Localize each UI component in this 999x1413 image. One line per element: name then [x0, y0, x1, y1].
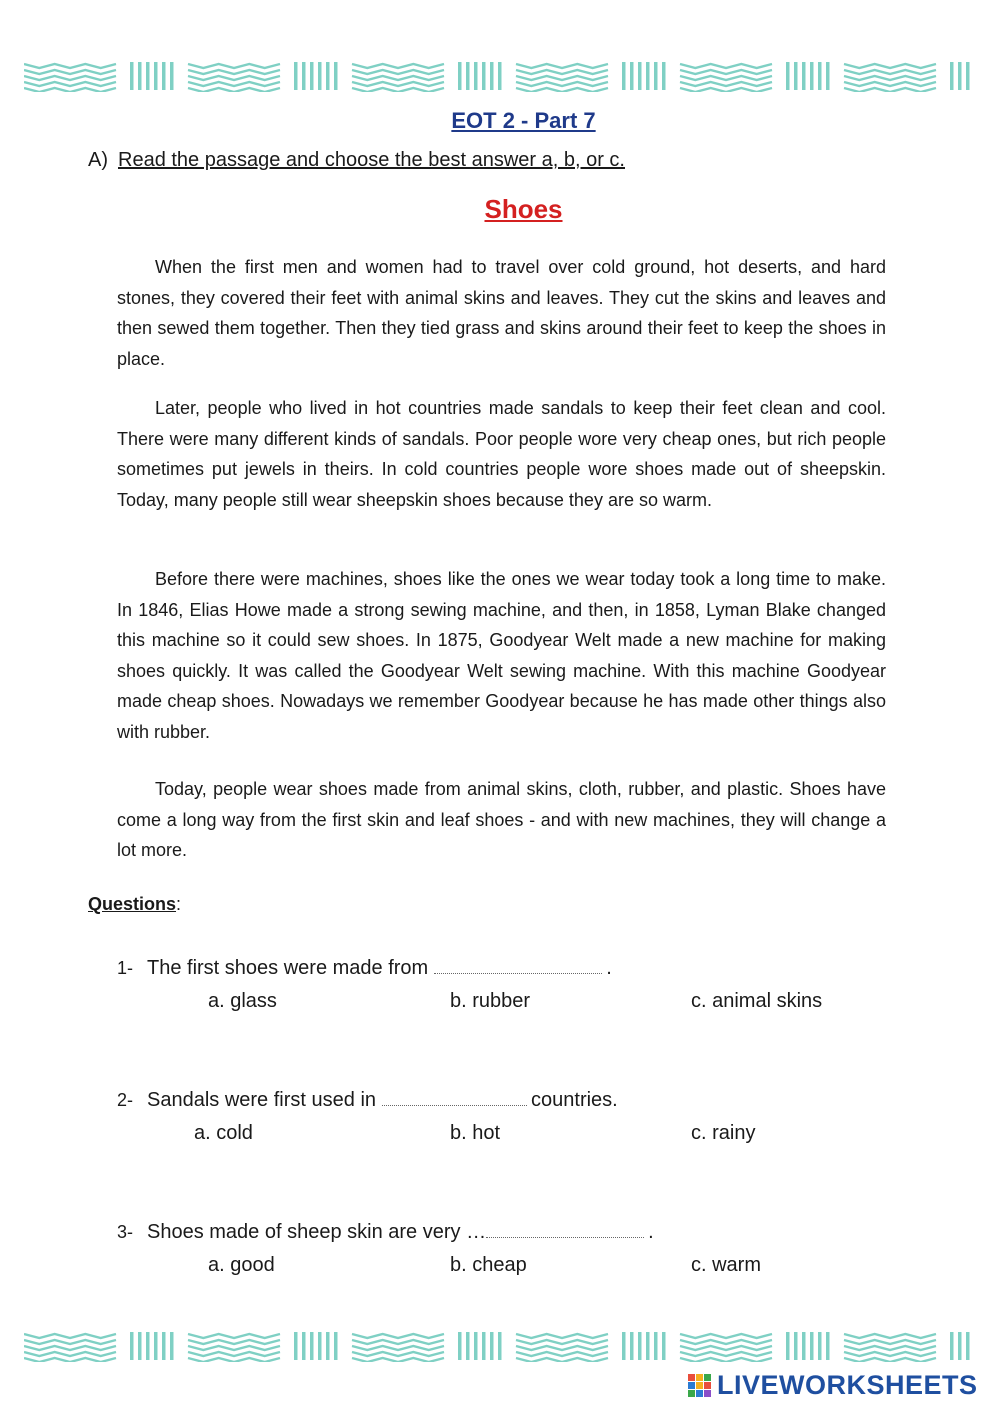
instruction-label: A)	[88, 149, 108, 171]
option-c[interactable]: c. warm	[691, 1254, 761, 1276]
decorative-border-bottom	[24, 1330, 974, 1362]
question-number: 1-	[117, 958, 134, 978]
option-a[interactable]: a. cold	[194, 1122, 253, 1144]
liveworksheets-logo[interactable]	[688, 1370, 978, 1401]
decorative-border-top	[24, 60, 974, 92]
option-b[interactable]: b. cheap	[450, 1254, 527, 1276]
answer-blank[interactable]	[486, 1237, 644, 1238]
questions-heading	[88, 894, 181, 915]
option-b[interactable]: b. rubber	[450, 990, 531, 1012]
questions-heading-text: Questions	[88, 894, 177, 914]
question-text-end: countries.	[531, 1089, 618, 1111]
option-a[interactable]: a. good	[208, 1254, 275, 1276]
passage-paragraph-3: Before there were machines, shoes like the ones we wear today took a long time to make. In 1846, Elias Howe made a strong sewing machine, and then, in 1858, Lyman Blake changed this machine so it could sew shoes. In 1875, Goodyear Welt made a new machine for making shoes quickly. It was called the Goodyear Welt sewing machine. With this machine Goodyear made cheap shoes. Nowadays we remember Goodyear because he has made other things also with rubber.	[117, 569, 886, 742]
answer-blank[interactable]	[382, 1105, 527, 1106]
question-text: The first shoes were made from	[147, 957, 429, 979]
answer-blank[interactable]	[434, 973, 602, 974]
question-text-end: .	[648, 1221, 654, 1243]
logo-text: LIVEWORKSHEETS	[717, 1370, 978, 1400]
worksheet-title: EOT 2 - Part 7	[451, 108, 596, 133]
question-number: 3-	[117, 1222, 134, 1242]
story-title: Shoes	[484, 194, 563, 224]
passage-paragraph-2: Later, people who lived in hot countries made sandals to keep their feet clean and cool. There were many different kinds of sandals. Poor people wore very cheap ones, but rich people sometimes put jewels in theirs. In cold countries people wore shoes made out of sheepskin. Today, many people still wear sheepskin shoes because they are so warm.	[117, 398, 886, 510]
option-c[interactable]: c. rainy	[691, 1122, 756, 1144]
question-number: 2-	[117, 1090, 134, 1110]
logo-grid-icon	[688, 1374, 711, 1397]
questions-heading-colon: :	[176, 894, 182, 914]
option-c[interactable]: c. animal skins	[691, 990, 823, 1012]
question-1	[117, 957, 612, 980]
passage-paragraph-4: Today, people wear shoes made from animal skins, cloth, rubber, and plastic. Shoes have come a long way from the first skin and leaf shoes - and with new machines, they will change a lot more.	[117, 779, 886, 860]
option-b[interactable]: b. hot	[450, 1122, 501, 1144]
instruction-text: Read the passage and choose the best answer a, b, or c.	[118, 149, 625, 171]
passage-paragraph-1: When the first men and women had to travel over cold ground, hot deserts, and hard stones, they covered their feet with animal skins and leaves. They cut the skins and leaves and then sewed them together. Then they tied grass and skins around their feet to keep the shoes in place.	[117, 257, 886, 369]
question-text: Shoes made of sheep skin are very …	[147, 1221, 487, 1243]
question-3	[117, 1221, 654, 1244]
option-a[interactable]: a. glass	[208, 990, 277, 1012]
instruction	[88, 149, 625, 172]
question-text-end: .	[606, 957, 612, 979]
question-2	[117, 1089, 618, 1112]
question-text: Sandals were first used in	[147, 1089, 377, 1111]
